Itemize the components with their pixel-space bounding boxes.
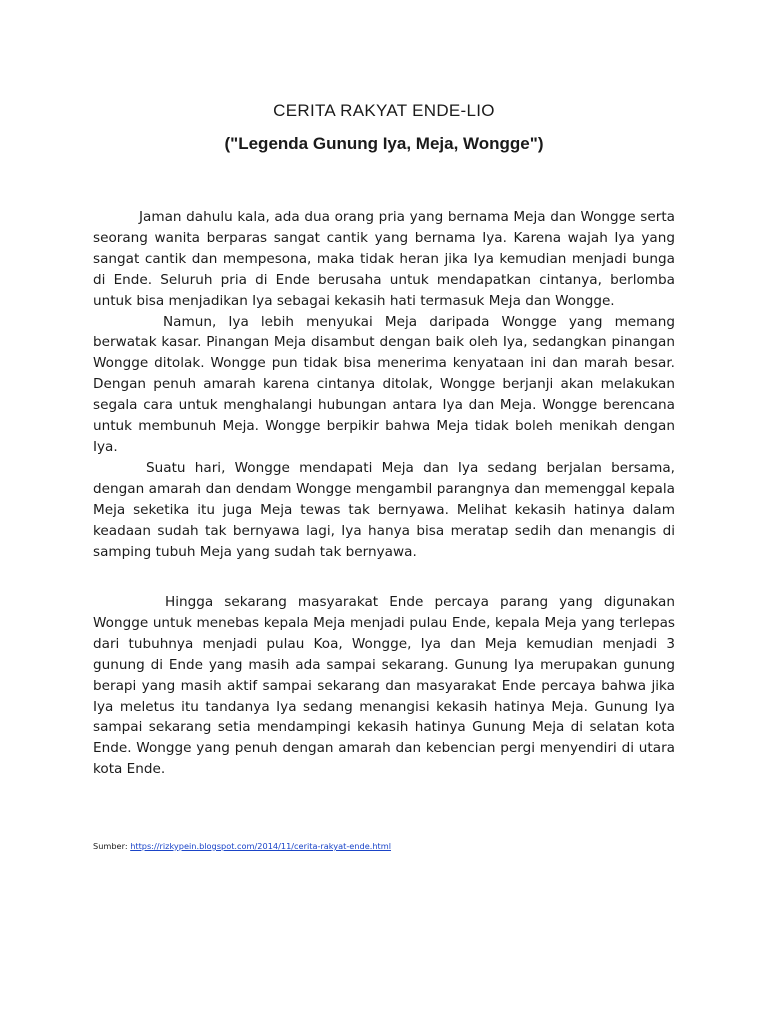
story-body-part-1 [93,207,675,562]
story-body-part-2 [93,592,675,780]
paragraph-4: Hingga sekarang masyarakat Ende percaya parang yang digunakan Wongge untuk menebas kepala Meja menjadi pulau Ende, kepala Meja yang terlepas dari tubuhnya menjadi pulau Koa, Wongge, Iya dan Meja kemudian menjadi 3 gunung di Ende yang masih ada sampai sekarang. Gunung Iya merupakan gunung berapi yang masih aktif sampai sekarang dan masyarakat Ende percaya bahwa jika Iya meletus itu tandanya Iya sedang menangisi kekasih hatinya Meja. Gunung Iya sampai sekarang setia mendampingi kekasih hatinya Gunung Meja di selatan kota Ende. Wongge yang penuh dengan amarah dan kebencian pergi menyendiri di utara kota Ende. [93,594,675,778]
paragraph-1: Jaman dahulu kala, ada dua orang pria yang bernama Meja dan Wongge serta seorang wanita berparas sangat cantik yang bernama Iya. Karena wajah Iya yang sangat cantik dan mempesona, maka tidak heran jika Iya kemudian menjadi bunga di Ende. Seluruh pria di Ende berusaha untuk mendapatkan cintanya, berlomba untuk bisa menjadikan Iya sebagai kekasih hati termasuk Meja dan Wongge. [93,209,675,309]
paragraph-2: Namun, Iya lebih menyukai Meja daripada Wongge yang memang berwatak kasar. Pinangan Meja disambut dengan baik oleh Iya, sedangkan pinangan Wongge ditolak. Wongge pun tidak bisa menerima kenyataan ini dan marah besar. Dengan penuh amarah karena cintanya ditolak, Wongge berjanji akan melakukan segala cara untuk menghalangi hubungan antara Iya dan Meja. Wongge berencana untuk membunuh Meja. Wongge berpikir bahwa Meja tidak boleh menikah dengan Iya. [93,313,675,455]
source-citation [93,841,391,851]
source-label: Sumber: [93,841,128,851]
document-subtitle: ("Legenda Gunung Iya, Meja, Wongge") [224,134,544,153]
document-title: CERITA RAKYAT ENDE-LIO [273,101,495,120]
source-link[interactable]: https://rizkypein.blogspot.com/2014/11/cerita-rakyat-ende.html [130,841,391,851]
paragraph-3: Suatu hari, Wongge mendapati Meja dan Iya sedang berjalan bersama, dengan amarah dan dendam Wongge mengambil parangnya dan memenggal kepala Meja seketika itu juga Meja tewas tak bernyawa. Melihat kekasih hatinya dalam keadaan sudah tak bernyawa lagi, Iya hanya bisa meratap sedih dan menangis di samping tubuh Meja yang sudah tak bernyawa. [93,459,675,560]
